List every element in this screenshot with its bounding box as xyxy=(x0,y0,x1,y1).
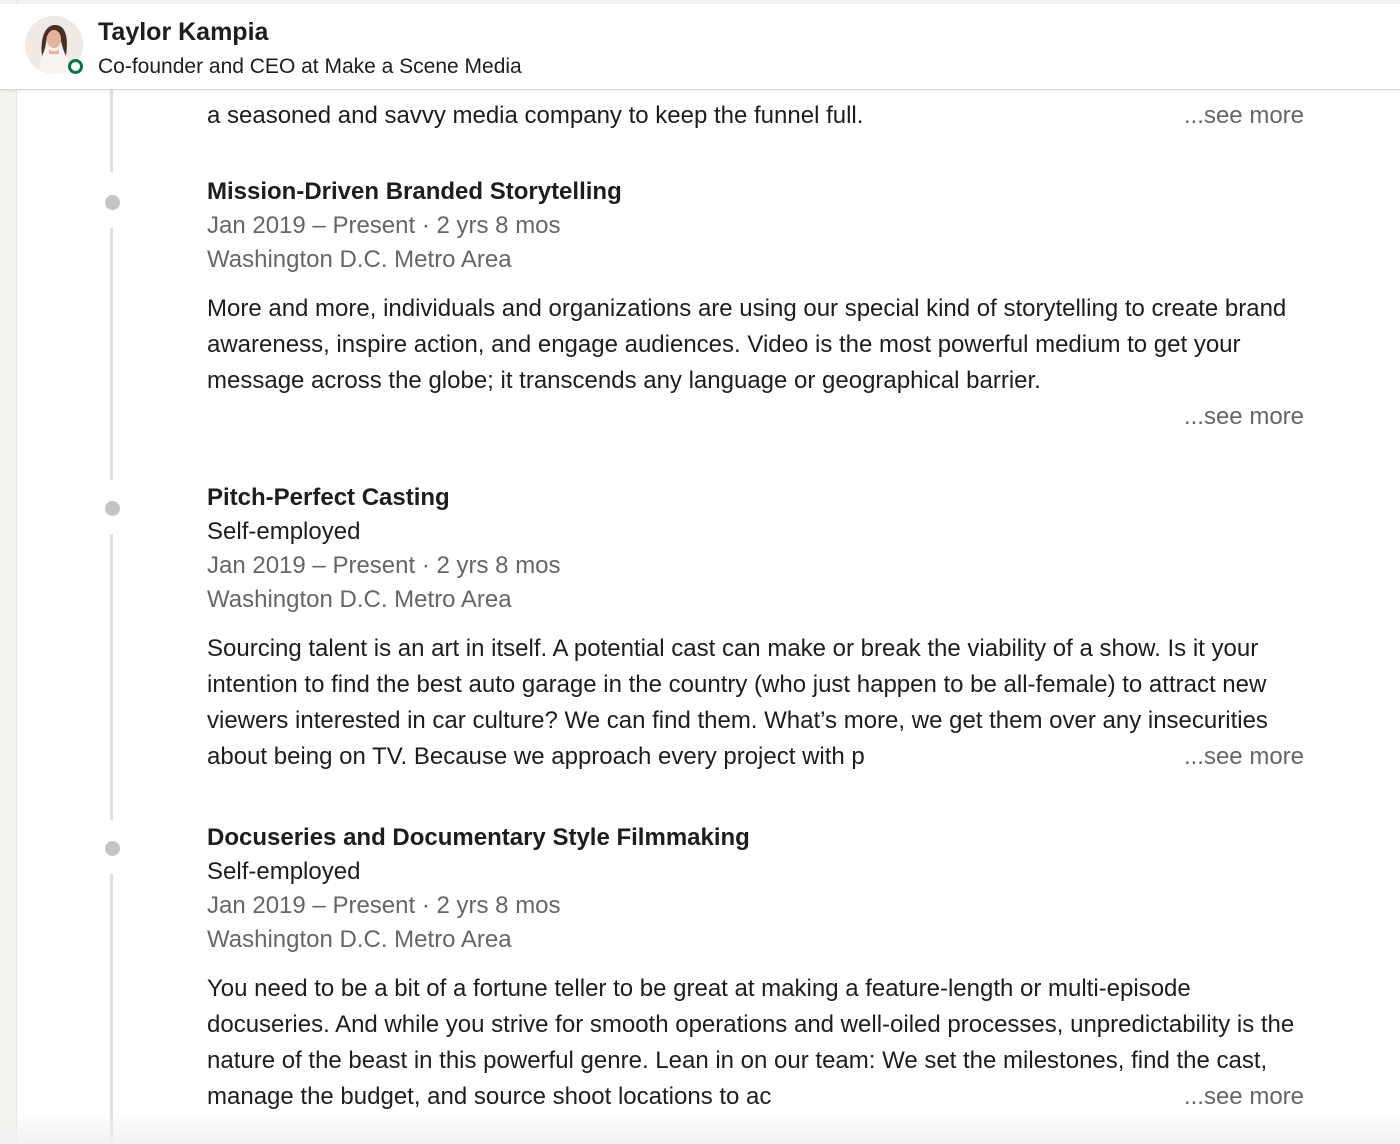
date-separator: · xyxy=(421,552,430,579)
date-range: Jan 2019 – Present xyxy=(207,552,416,579)
online-status-icon xyxy=(68,59,83,74)
duration: 2 yrs 8 mos xyxy=(436,892,561,919)
position-description-text: You need to be a bit of a fortune teller to be great at making a feature-length or multi-episode docuseries. And while you strive for smooth operations and well-oiled processes, unpredictability is the nature of the beast in this powerful genre. Lean in on our team: We set the milestones, find the cast, manage the budget, and source shoot locations to ac xyxy=(207,975,1295,1110)
left-gutter xyxy=(0,0,17,1144)
timeline-dot-icon xyxy=(105,501,120,516)
date-separator: · xyxy=(421,212,430,239)
position-description-text: More and more, individuals and organizations are using our special kind of storytelling to create brand awareness, inspire action, and engage audiences. Video is the most powerful medium to get your message across the globe; it transcends any language or geographical barrier. xyxy=(207,295,1287,394)
timeline-line xyxy=(110,534,113,820)
duration: 2 yrs 8 mos xyxy=(436,212,561,239)
sticky-profile-header xyxy=(0,4,1400,90)
position-company: Self-employed xyxy=(207,858,361,885)
position-company: Self-employed xyxy=(207,518,361,545)
position-location: Washington D.C. Metro Area xyxy=(207,246,512,273)
experience-entry xyxy=(207,175,1304,435)
duration: 2 yrs 8 mos xyxy=(436,552,561,579)
position-title[interactable]: Pitch-Perfect Casting xyxy=(207,484,450,511)
timeline-dot-icon xyxy=(105,195,120,210)
previous-entry-description xyxy=(207,98,1304,134)
date-range: Jan 2019 – Present xyxy=(207,892,416,919)
see-more-link[interactable]: ...see more xyxy=(1180,98,1304,134)
timeline-line xyxy=(110,90,113,172)
position-description-text: Sourcing talent is an art in itself. A potential cast can make or break the viability of a show. Is it your intention to find the best auto garage in the country (who just happen to be all-female) to attract new viewers interested in car culture? We can find them. What’s more, we get them over any insecurities about being on TV. Because we approach every project with p xyxy=(207,635,1268,770)
see-more-link[interactable]: ...see more xyxy=(1180,1079,1304,1115)
position-dates xyxy=(207,549,1304,583)
position-dates xyxy=(207,209,1304,243)
experience-entry xyxy=(207,821,1304,1115)
bottom-fade xyxy=(0,1110,1400,1144)
date-separator: · xyxy=(421,892,430,919)
see-more-link[interactable]: ...see more xyxy=(1180,739,1304,775)
position-title[interactable]: Docuseries and Documentary Style Filmmaking xyxy=(207,824,750,851)
avatar-container[interactable] xyxy=(25,16,83,74)
date-range: Jan 2019 – Present xyxy=(207,212,416,239)
see-more-link[interactable]: ...see more xyxy=(1180,399,1304,435)
position-location: Washington D.C. Metro Area xyxy=(207,586,512,613)
timeline-dot-icon xyxy=(105,841,120,856)
experience-entry xyxy=(207,481,1304,775)
timeline-line xyxy=(110,228,113,480)
position-description xyxy=(207,291,1304,435)
timeline-line xyxy=(110,874,113,1144)
position-location: Washington D.C. Metro Area xyxy=(207,926,512,953)
profile-headline: Co-founder and CEO at Make a Scene Media xyxy=(98,55,522,78)
position-description xyxy=(207,971,1304,1115)
position-description xyxy=(207,631,1304,775)
position-dates xyxy=(207,889,1304,923)
position-title[interactable]: Mission-Driven Branded Storytelling xyxy=(207,178,622,205)
profile-name[interactable]: Taylor Kampia xyxy=(98,18,269,46)
previous-entry-description-text: a seasoned and savvy media company to keep the funnel full. xyxy=(207,102,864,129)
